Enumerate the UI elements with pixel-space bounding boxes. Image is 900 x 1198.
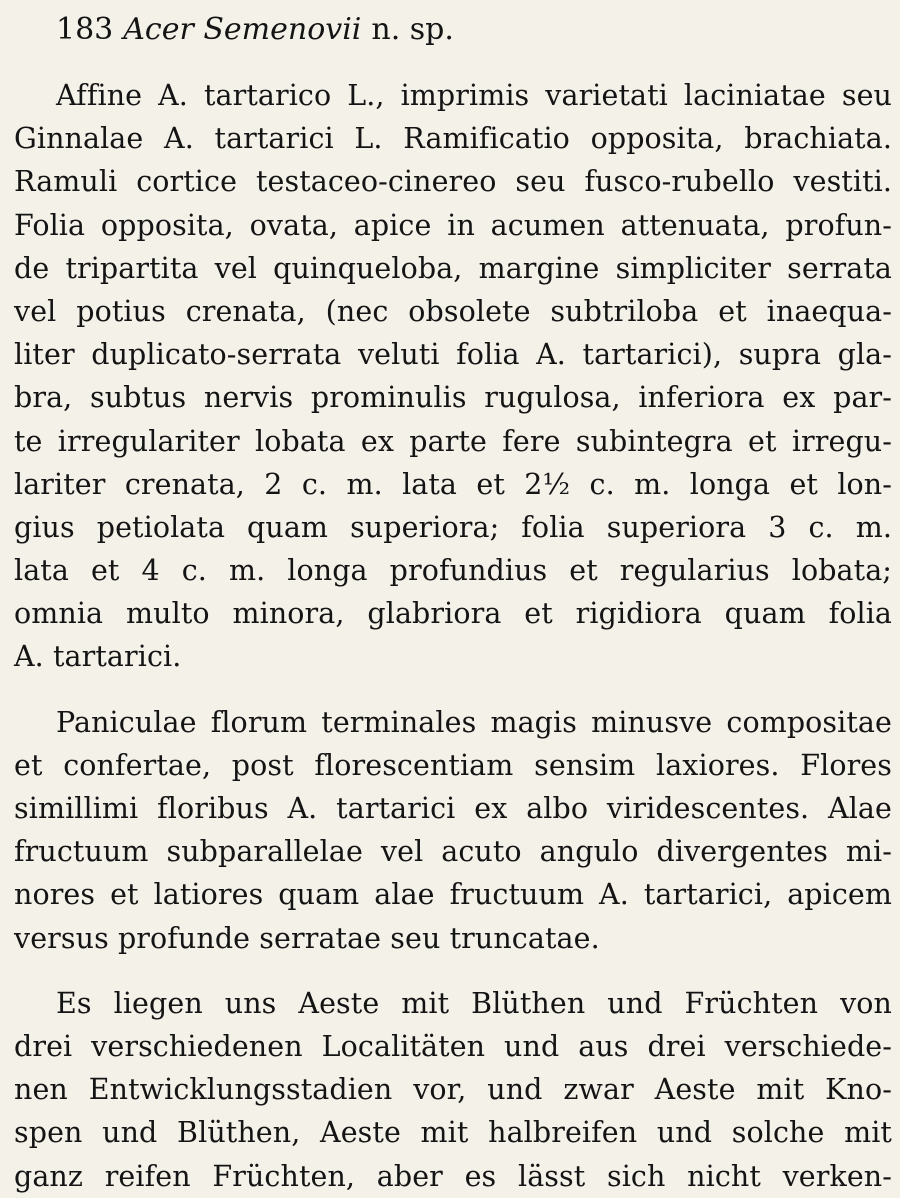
text-line: omnia multo minora, glabriora et rigidiora quam folia <box>14 597 892 631</box>
text-line: nen Entwicklungsstadien vor, und zwar Aeste mit Kno- <box>14 1073 892 1107</box>
text-line: lariter crenata, 2 c. m. lata et 2½ c. m. longa et lon- <box>14 467 892 501</box>
text-line: liter duplicato-serrata veluti folia A. tartarici), supra gla- <box>14 338 892 372</box>
text-line: fructuum subparallelae vel acuto angulo divergentes mi- <box>14 835 892 869</box>
text-line: gius petiolata quam superiora; folia superiora 3 c. m. <box>14 510 892 544</box>
text-line: versus profunde serratae seu truncatae. <box>14 921 600 955</box>
text-line: nores et latiores quam alae fructuum A. tartarici, apicem <box>14 878 892 912</box>
text-line: Affine A. tartarico L., imprimis varietati laciniatae seu <box>56 79 892 112</box>
text-line: A. tartarici. <box>14 640 182 674</box>
text-line: Ginnalae A. tartarici L. Ramificatio opposita, brachiata. <box>14 122 892 156</box>
text-line: Ramuli cortice testaceo-cinereo seu fusco-rubello vestiti. <box>14 165 892 199</box>
text-line: simillimi floribus A. tartarici ex albo viridescentes. Alae <box>14 792 892 825</box>
paragraph-inflorescence <box>14 701 892 960</box>
text-line: Paniculae florum terminales magis minusve compositae <box>56 705 892 739</box>
text-line: te irregulariter lobata ex parte fere subintegra et irregu- <box>14 424 892 458</box>
text-line: ganz reifen Früchten, aber es lässt sich nicht verken- <box>14 1159 892 1193</box>
text-line: de tripartita vel quinqueloba, margine simpliciter serrata <box>14 251 892 285</box>
paragraph-remarks <box>14 982 892 1198</box>
text-line: spen und Blüthen, Aeste mit halbreifen und solche mit <box>14 1116 892 1150</box>
text-line: bra, subtus nervis prominulis rugulosa, inferiora ex par- <box>14 381 892 415</box>
entry-number: 183 <box>56 12 114 47</box>
text-line: vel potius crenata, (nec obsolete subtriloba et inaequa- <box>14 294 892 328</box>
text-line: et confertae, post florescentiam sensim laxiores. Flores <box>14 748 892 782</box>
page-heading <box>56 8 892 52</box>
species-suffix: n. sp. <box>371 12 454 47</box>
text-line: Folia opposita, ovata, apice in acumen attenuata, profun- <box>14 208 892 242</box>
paragraph-description <box>14 74 892 679</box>
species-name: Acer Semenovii <box>123 12 362 47</box>
text-line: lata et 4 c. m. longa profundius et regularius lobata; <box>14 554 892 588</box>
text-line: Es liegen uns Aeste mit Blüthen und Früchten von <box>56 986 892 1020</box>
text-line: drei verschiedenen Localitäten und aus drei verschiede- <box>14 1029 892 1063</box>
